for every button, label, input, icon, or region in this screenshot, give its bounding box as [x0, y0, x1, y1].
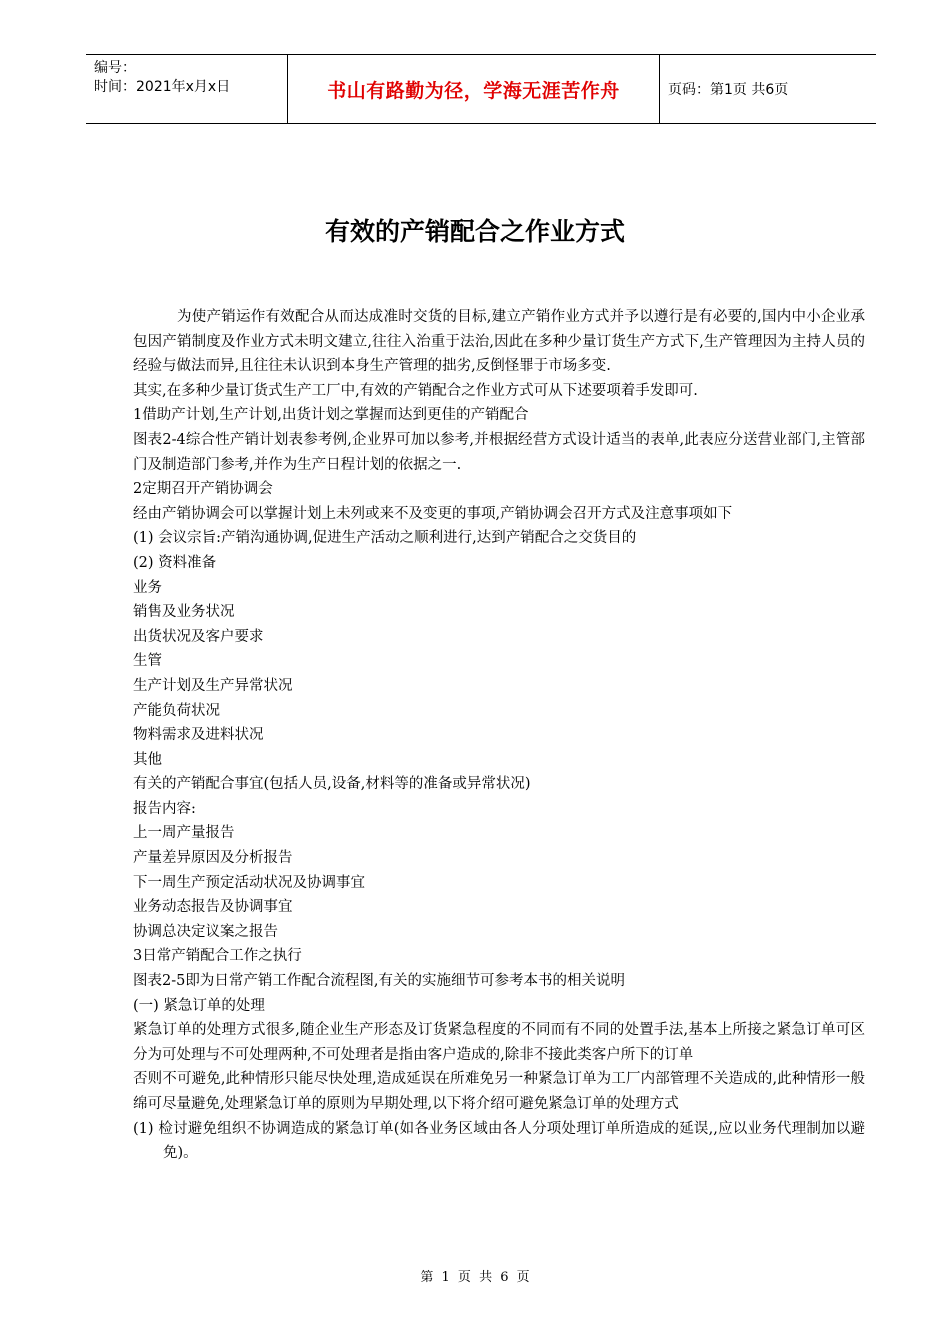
header-meta	[94, 59, 290, 119]
list-item: 业务	[133, 579, 162, 596]
footer-gong: 共	[479, 1270, 493, 1285]
footer-page-number: 1	[441, 1270, 450, 1285]
list-item: 生管	[133, 653, 162, 670]
list-item: 协调总决定议案之报告	[133, 923, 278, 940]
page-footer	[0, 1266, 950, 1285]
list-item: 销售及业务状况	[133, 604, 235, 621]
document-time-label: 时间：2021年x月x日	[94, 79, 231, 95]
page-header	[86, 54, 876, 124]
section-heading: 3日常产销配合工作之执行	[133, 948, 302, 965]
header-divider	[659, 55, 660, 123]
header-motto: 书山有路勤为径，学海无涯苦作舟	[327, 79, 620, 102]
paragraph: 紧急订单的处理方式很多,随企业生产形态及订货紧急程度的不同而有不同的处置手法,基本上所接之紧急订单可区分为可处理与不可处理两种,不可处理者是指由客户造成的,除非不接此类客户所下的订单	[133, 1022, 865, 1063]
list-item: 报告内容:	[133, 800, 196, 817]
list-item: 产量差异原因及分析报告	[133, 850, 293, 867]
list-item: 生产计划及生产异常状况	[133, 677, 293, 694]
list-item: 其他	[133, 751, 162, 768]
header-page-label: 页码：第1页 共6页	[668, 82, 789, 98]
list-item: 下一周生产预定活动状况及协调事宜	[133, 874, 365, 891]
list-item: (2) 资料准备	[133, 554, 217, 571]
paragraph: 为使产销运作有效配合从而达成准时交货的目标,建立产销作业方式并予以遵行是有必要的,国内中小企业承包因产销制度及作业方式未明文建立,往往入治重于法治,因此在多种少量订货生产方式下,生产管理因为主持人员的经验与做法而异,且往往未认识到本身生产管理的拙劣,反倒怪罪于市场多变.	[133, 309, 865, 375]
document-title: 有效的产销配合之作业方式	[324, 217, 625, 246]
section-heading: 1借助产计划,生产计划,出货计划之掌握而达到更佳的产销配合	[133, 407, 529, 424]
list-item: (1) 检讨避免组织不协调造成的紧急订单(如各业务区域由各人分项处理订单所造成的延误,,应以业务代理制加以避免)。	[133, 1120, 865, 1162]
list-item: (1) 会议宗旨:产销沟通协调,促进生产活动之顺利进行,达到产销配合之交货目的	[133, 530, 637, 547]
paragraph: 经由产销协调会可以掌握计划上未列或来不及变更的事项,产销协调会召开方式及注意事项如下	[133, 505, 733, 522]
list-item: 物料需求及进料状况	[133, 727, 264, 744]
footer-total-pages: 6	[500, 1270, 509, 1285]
paragraph: 否则不可避免,此种情形只能尽快处理,造成延误在所难免另一种紧急订单为工厂内部管理不关造成的,此种情形一般绵可尽量避免,处理紧急订单的原则为早期处理,以下将介绍可避免紧急订单的处理方式	[133, 1071, 865, 1112]
footer-ye: 页	[516, 1270, 530, 1285]
paragraph: 图表2-5即为日常产销工作配合流程图,有关的实施细节可参考本书的相关说明	[133, 973, 625, 990]
section-heading: 2定期召开产销协调会	[133, 481, 273, 498]
footer-ye: 页	[457, 1270, 471, 1285]
subsection-heading: (一) 紧急订单的处理	[133, 997, 265, 1014]
paragraph: 图表2-4综合性产销计划表参考例,企业界可加以参考,并根据经营方式设计适当的表单,此表应分送营业部门,主管部门及制造部门参考,并作为生产日程计划的依据之一.	[133, 431, 865, 473]
list-item: 产能负荷状况	[133, 702, 220, 719]
list-item: 出货状况及客户要求	[133, 628, 264, 645]
paragraph: 其实,在多种少量订货式生产工厂中,有效的产销配合之作业方式可从下述要项着手发即可.	[133, 382, 698, 399]
list-item: 上一周产量报告	[133, 825, 235, 842]
document-number-label: 编号：	[94, 60, 136, 76]
list-item: 业务动态报告及协调事宜	[133, 899, 293, 916]
document-body	[133, 305, 865, 1166]
list-item: 有关的产销配合事宜(包括人员,设备,材料等的准备或异常状况)	[133, 776, 531, 793]
footer-di: 第	[420, 1270, 434, 1285]
